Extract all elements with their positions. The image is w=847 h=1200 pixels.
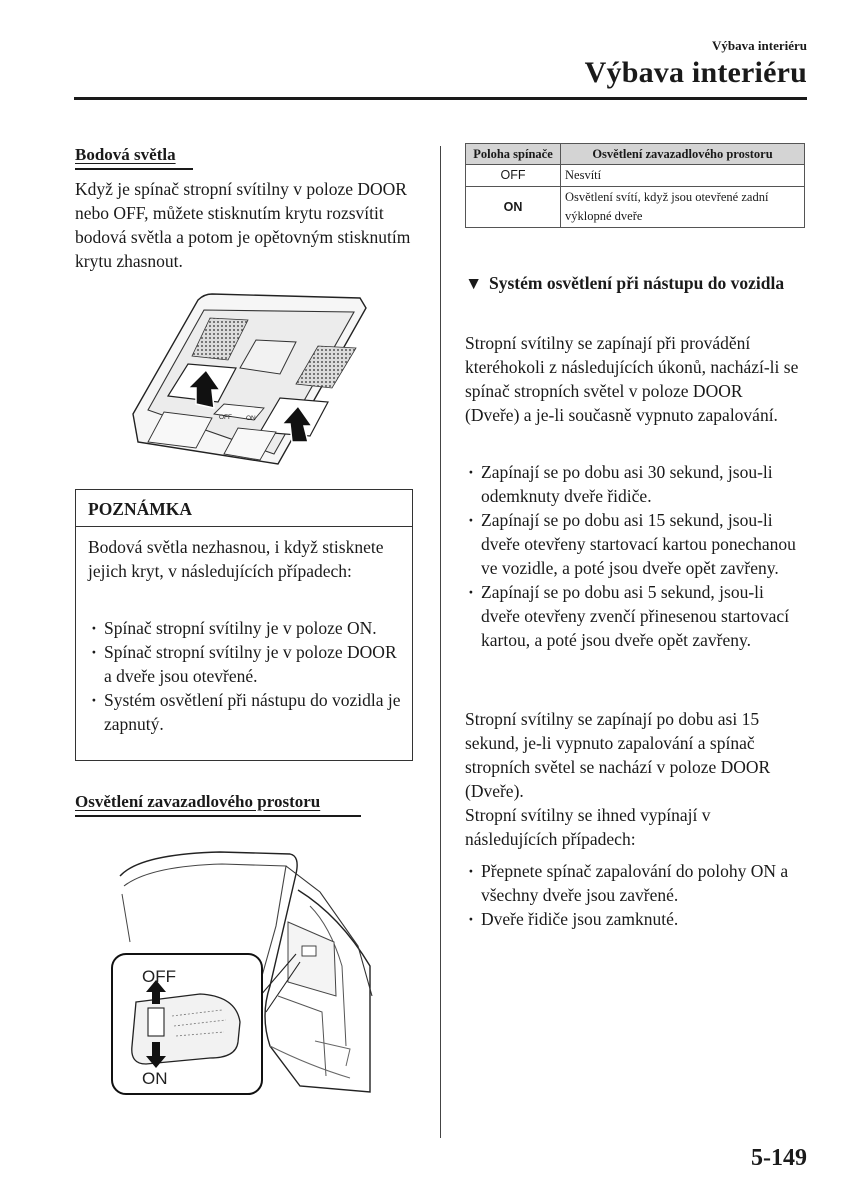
- spot-lights-illustration: [128, 292, 368, 468]
- ignition-off-paragraph: Stropní svítilny se zapínají po dobu asi 15 sekund, je-li vypnuto zapalování a spínač stropních světel se nachází v poloze DOOR (Dveře).: [465, 709, 771, 801]
- note-list: [88, 616, 403, 736]
- table-cell-position: OFF: [466, 165, 561, 187]
- list-item: · Zapínají se po dobu asi 30 sekund, jsou-li odemknuty dveře řidiče.: [465, 460, 807, 508]
- list-item: · Spínač stropní svítilny je v poloze ON.: [88, 616, 403, 640]
- cargo-switch-off-label: OFF: [142, 967, 176, 986]
- spot-lights-heading: Bodová světla: [75, 145, 176, 164]
- cargo-heading-rule: [75, 815, 361, 817]
- switch-label-off: OFF: [219, 414, 232, 421]
- cargo-light-heading: Osvětlení zavazadlového prostoru: [75, 792, 321, 811]
- spot-lights-text: Když je spínač stropní svítilny v poloze DOOR nebo OFF, můžete stisknutím krytu rozsvítit bodová světla a potom je opětovným stisknutím krytu zhasnout.: [75, 179, 411, 271]
- page-title: Výbava interiéru: [584, 56, 807, 89]
- list-item: · Systém osvětlení při nástupu do vozidla je zapnutý.: [88, 688, 403, 736]
- switch-label-on: ON: [246, 415, 256, 422]
- page-number: 5-149: [751, 1145, 807, 1171]
- cargo-switch-on-label: ON: [142, 1069, 168, 1088]
- column-divider: [440, 146, 441, 1138]
- spot-heading-rule: [75, 168, 193, 170]
- lights-off-paragraph: Stropní svítilny se ihned vypínají v následujících případech:: [465, 805, 711, 849]
- list-item: · Dveře řidiče jsou zamknuté.: [465, 907, 807, 931]
- running-header: Výbava interiéru: [712, 38, 807, 53]
- boarding-light-intro: Stropní svítilny se zapínají při provádění kteréhokoli z následujících úkonů, nachází-li se spínač stropních světel v poloze DOOR (Dveře) a je-li současně vypnuto zapalování.: [465, 333, 799, 425]
- note-box: [75, 489, 413, 761]
- list-item: · Spínač stropní svítilny je v poloze DOOR a dveře jsou otevřené.: [88, 640, 403, 688]
- list-item: · Přepnete spínač zapalování do polohy ON a všechny dveře jsou zavřené.: [465, 859, 807, 907]
- boarding-light-list: [465, 460, 807, 652]
- cargo-light-illustration: [110, 846, 378, 1096]
- boarding-light-subheading: Systém osvětlení při nástupu do vozidla: [489, 273, 785, 293]
- table-cell-desc: Osvětlení svítí, když jsou otevřené zadní výklopné dveře: [561, 187, 805, 228]
- table-header-position: Poloha spínače: [466, 144, 561, 165]
- header-rule: [74, 97, 807, 100]
- switch-position-table: [465, 143, 805, 228]
- table-header-cargo-light: Osvětlení zavazadlového prostoru: [561, 144, 805, 165]
- list-item: · Zapínají se po dobu asi 15 sekund, jsou-li dveře otevřeny startovací kartou ponechanou ve vozidle, a poté jsou dveře opět zavřeny.: [465, 508, 807, 580]
- lights-off-list: [465, 859, 807, 931]
- table-row: [466, 187, 805, 228]
- list-item: · Zapínají se po dobu asi 5 sekund, jsou-li dveře otevřeny zvenčí přinesenou startovací kartou, a poté jsou dveře opět zavřeny.: [465, 580, 807, 652]
- table-row: [466, 165, 805, 187]
- table-cell-desc: Nesvítí: [561, 165, 805, 187]
- note-intro: Bodová světla nezhasnou, i když stisknete jejich kryt, v následujících případech:: [88, 537, 384, 581]
- subheading-marker: ▼: [465, 273, 483, 293]
- table-cell-position: ON: [466, 187, 561, 228]
- note-title: POZNÁMKA: [76, 490, 412, 527]
